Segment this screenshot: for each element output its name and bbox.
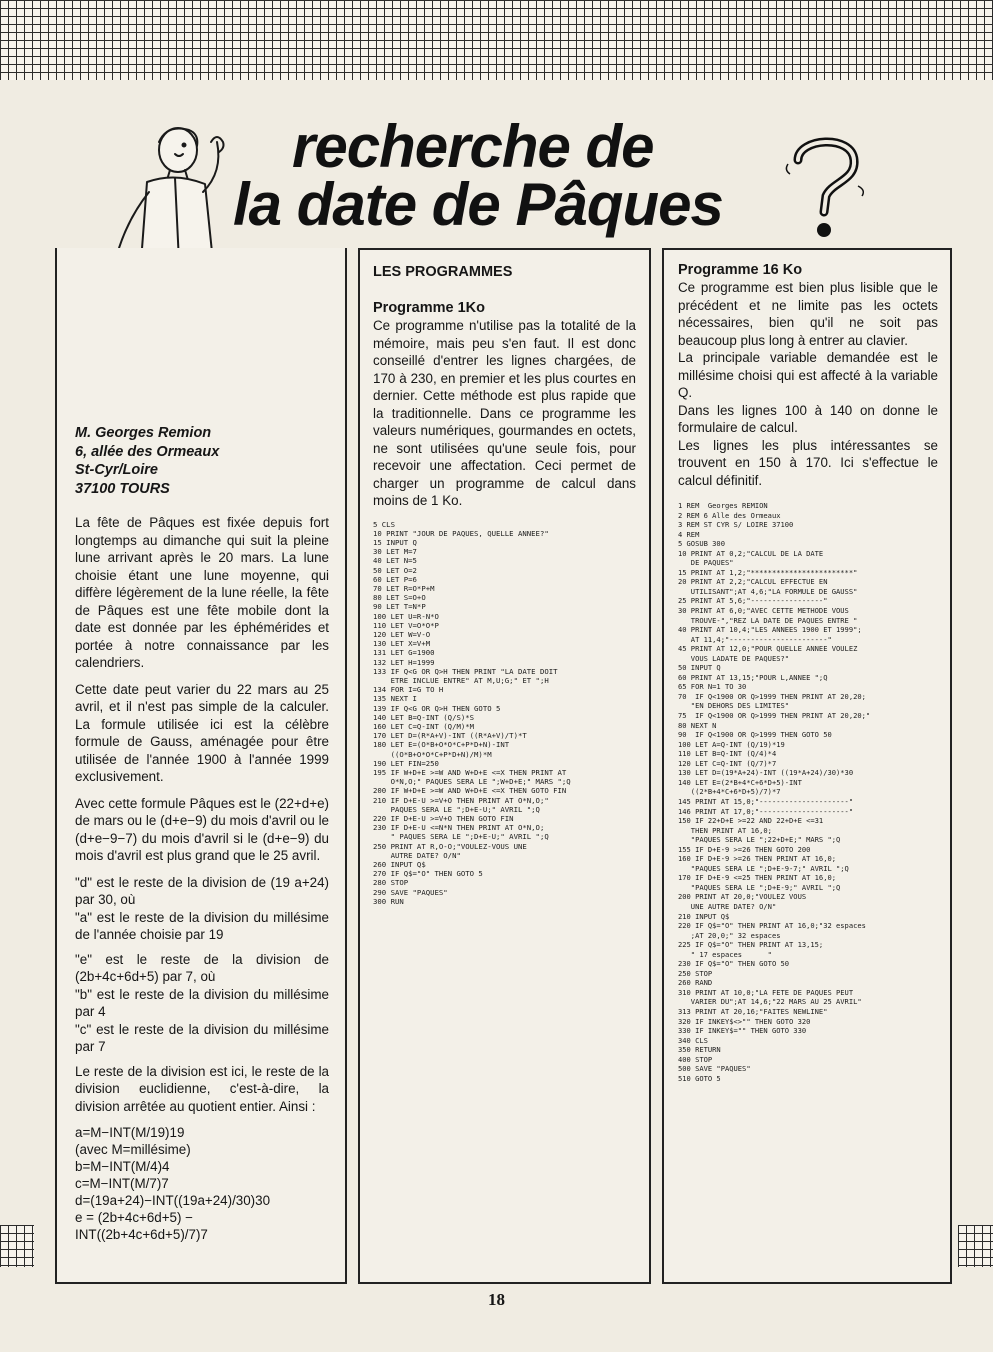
paragraph: La fête de Pâques est fixée depuis fort longtemps au dimanche qui suit la pleine lune arrivant après le 20 mars. La lune choisie étant une lune moyenne, qui diffère légèrement de la lune réelle, la fête de Pâques est une fête mobile dont la date est donnée par les éphémérides et portée à notre connaissance par les calendriers. xyxy=(75,515,329,670)
author-name: M. Georges Remion xyxy=(75,425,212,441)
basic-code-listing: 1 REM Georges REMION 2 REM 6 Alle des Ormeaux 3 REM ST CYR S/ LOIRE 37100 4 REM 5 GOSUB 300 10 PRINT AT 0,2;"CALCUL DE LA DATE DE PAQUES" 15 PRINT AT 1,2;"************************" 20 PRINT AT 2,2;"CALCUL EFFECTUE EN UTILISANT";AT 4,6;"LA FORMULE DE GAUSS" 25 PRINT AT 5,6;"-----------------" 30 PRINT AT 6,0;"AVEC CETTE METHODE VOUS TROUVE-","REZ LA DATE DE PAQUES ENTRE " 40 PRINT AT 10,4;"LES ANNEES 1900 ET 1999"; AT 11,4;"-----------------------" 45 PRINT AT 12,0;"POUR QUELLE ANNEE VOULEZ VOUS LADATE DE PAQUES?" 50 INPUT Q 60 PRINT AT 13,15;"POUR L,ANNEE ";Q 65 FOR N=1 TO 30 70 IF Q<1900 OR Q>1999 THEN PRINT AT 20,20; "EN DEHORS DES LIMITES" 75 IF Q<1900 OR Q>1999 THEN PRINT AT 20,20;" 80 NEXT N 90 IF Q<1900 OR Q>1999 THEN GOTO 50 100 LET A=Q-INT (Q/19)*19 110 LET B=Q-INT (Q/4)*4 120 LET C=Q-INT (Q/7)*7 130 LET D=(19*A+24)-INT ((19*A+24)/30)*30 140 LET E=(2*B+4*C+6*D+5)-INT ((2*B+4*C+6*D+5)/7)*7 145 PRINT AT 15,0;"---------------------" 146 PRINT AT 17,0;"---------------------" 150 IF 22+D+E >=22 AND 22+D+E <=31 THEN PRINT AT 16,0; "PAQUES SERA LE ";22+D+E;" MARS ";Q 155 IF D+E-9 >=26 THEN GOTO 200 160 IF D+E-9 >=26 THEN PRINT AT 16,0; "PAQUES SERA LE ";D+E-9-7;" AVRIL ";Q 170 IF D+E-9 <=25 THEN PRINT AT 16,0; "PAQUES SERA LE ";D+E-9;" AVRIL ";Q 200 PRINT AT 20,0;"VOULEZ VOUS UNE AUTRE DATE? O/N" 210 INPUT Q$ 220 IF Q$="O" THEN PRINT AT 16,0;"32 espaces ;AT 20,0;" 32 espaces 225 IF Q$="O" THEN PRINT AT 13,15; " 17 espaces " 230 IF Q$="O" THEN GOTO 50 250 STOP 260 RAND 310 PRINT AT 10,0;"LA FETE DE PAQUES PEUT VARIER DU";AT 14,6;"22 MARS AU 25 AVRIL" 313 PRINT AT 20,16;"FAITES NEWLINE" 320 IF INKEY$<>"" THEN GOTO 320 330 IF INKEY$="" THEN GOTO 330 340 CLS 350 RETURN 400 STOP 500 SAVE "PAQUES" 510 GOTO 5 xyxy=(678,501,871,1083)
formula: a=M−INT(M/19)19 xyxy=(75,1125,185,1140)
formula: (avec M=millésime) xyxy=(75,1142,191,1157)
paragraph: Avec cette formule Pâques est le (22+d+e) de mars ou le (d+e−9) du mois d'avril ou le (d+e−9−7) du mois d'avril si le (d+e−9) du mois d'avril est plus grand que le 25 avril. xyxy=(75,795,329,863)
author-block xyxy=(75,424,329,498)
column-program-1ko xyxy=(358,248,651,1284)
formula: b=M−INT(M/4)4 xyxy=(75,1159,170,1174)
program-description: Ce programme n'utilise pas la totalité de la mémoire, mais peu s'en faut. Il est donc conseillé d'entrer les lignes chargées, de 170 à 230, en premier et les plus courtes en dernier. Cette méthode est plus rapide que la traditionnelle. Dans ce programme les valeurs numériques, gourmandes en octets, ne sont utilisées qu'une seule fois, pour recevoir une affectation. Ceci permet de charger un programme de calcul dans moins de 1 Ko. xyxy=(373,318,636,508)
author-postal: 37100 TOURS xyxy=(75,480,170,497)
paragraph: "d" est le reste de la division de (19 a+24) par 30, où "a" est le reste de la division du millésime de l'année choisie par 19 xyxy=(75,874,329,942)
paragraph: Cette date peut varier du 22 mars au 25 avril, et il n'est pas simple de la calculer. La formule utilisée ici est la célèbre formule de Gauss, aménagée pour être utilisée de l'année 1900 à l'année 1999 exclusivement. xyxy=(75,681,329,784)
formula: INT((2b+4c+6d+5)/7)7 xyxy=(75,1227,208,1242)
formula: c=M−INT(M/7)7 xyxy=(75,1176,169,1191)
paragraph: Les lignes les plus intéressantes se trouvent en 150 à 170. Ici s'effectue le calcul définitif. xyxy=(678,437,938,488)
paragraph: "e" est le reste de la division de (2b+4c+6d+5) par 7, où "b" est le reste de la division du millésime par 4 "c" est le reste de la division du millésime par 7 xyxy=(75,951,329,1054)
formula: e = (2b+4c+6d+5) − xyxy=(75,1210,194,1225)
question-mark-icon xyxy=(780,130,870,245)
program-heading: Programme 16 Ko xyxy=(678,262,803,278)
grid-border-left xyxy=(0,1225,34,1267)
section-heading: LES PROGRAMMES xyxy=(373,264,513,280)
formula: d=(19a+24)−INT((19a+24)/30)30 xyxy=(75,1193,271,1208)
paragraph: Ce programme est bien plus lisible que le précédent et ne limite pas les octets nécessaires, bien qu'il ne soit pas beaucoup plus long à entrer au clavier. xyxy=(678,280,938,348)
grid-border-right xyxy=(958,1225,993,1267)
title-line-1: recherche de xyxy=(292,113,654,180)
basic-code-listing: 5 CLS 10 PRINT "JOUR DE PAQUES, QUELLE ANNEE?" 15 INPUT Q 30 LET M=7 40 LET N=5 50 LET O=2 60 LET P=6 70 LET R=O*P+M 80 LET S=O+O 90 LET T=N*P 100 LET U=R-N*O 110 LET V=O*O*P 120 LET W=V-O 130 LET X=V+M 131 LET G=1900 132 LET H=1999 133 IF Q<G OR Q>H THEN PRINT "LA DATE DOIT ETRE INCLUE ENTRE" AT M,U;G;" ET ";H 134 FOR I=G TO H 135 NEXT I 139 IF Q<G OR Q>H THEN GOTO 5 140 LET B=Q-INT (Q/S)*S 160 LET C=Q-INT (Q/M)*M 170 LET D=(R*A+V)-INT ((R*A+V)/T)*T 180 LET E=(O*B+O*O*C+P*D+N)-INT ((O*B+O*O*C+P*D+N)/M)*M 190 LET FIN=250 195 IF W+D+E >=W AND W+D+E <=X THEN PRINT AT O*N,O;" PAQUES SERA LE ";W+D+E;" MARS ";Q 200 IF W+D+E >=W AND W+D+E <=X THEN GOTO FIN 210 IF D+E-U >=V+O THEN PRINT AT O*N,O;" PAQUES SERA LE ";D+E-U;" AVRIL ";Q 220 IF D+E-U >=V+O THEN GOTO FIN 230 IF D+E-U <=N*N THEN PRINT AT O*N,O; " PAQUES SERA LE ";D+E-U;" AVRIL ";Q 250 PRINT AT R,O-O;"VOULEZ-VOUS UNE AUTRE DATE? O/N" 260 INPUT Q$ 270 IF Q$="O" THEN GOTO 5 280 STOP 290 SAVE "PAQUES" 300 RUN xyxy=(373,519,571,906)
author-city: St-Cyr/Loire xyxy=(75,462,158,478)
page-number: 18 xyxy=(488,1290,505,1309)
column-introduction xyxy=(55,248,347,1284)
grid-border-top xyxy=(0,0,993,80)
author-street: 6, allée des Ormeaux xyxy=(75,443,220,460)
paragraph: La principale variable demandée est le millésime choisi qui est affecté à la variable Q. xyxy=(678,350,938,400)
paragraph: Dans les lignes 100 à 140 on donne le formulaire de calcul. xyxy=(678,402,938,435)
column-program-16ko xyxy=(662,248,952,1284)
formula-list xyxy=(75,1124,329,1243)
title-line-2: la date de Pâques xyxy=(233,171,723,238)
program-heading: Programme 1Ko xyxy=(373,300,486,316)
paragraph: Le reste de la division est ici, le reste de la division euclidienne, c'est-à-dire, la division arrêtée au quotient entier. Ainsi : xyxy=(75,1063,329,1114)
